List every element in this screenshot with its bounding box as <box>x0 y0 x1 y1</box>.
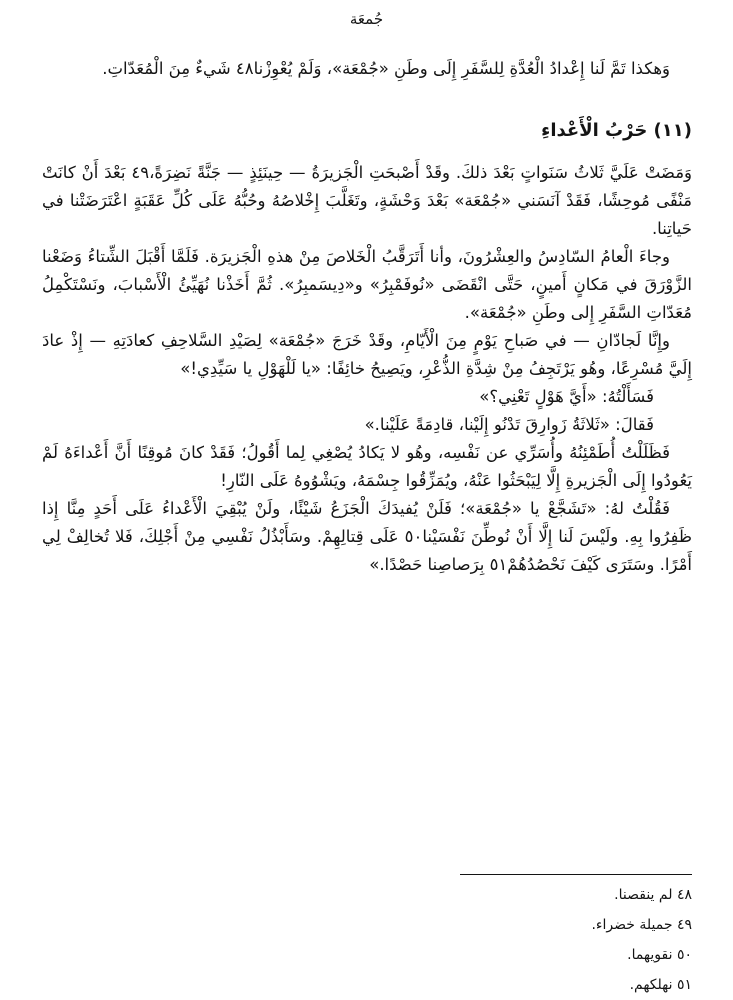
dialogue-line: فَسَأَلْتُهُ: «أَيَّ هَوْلٍ تَعْنِي؟» <box>479 387 654 406</box>
main-text <box>42 55 692 579</box>
paragraph: فَظَلَلْتُ أُطَمْئِنُهُ وأُسَرِّي عن نَفْسِه، وهُو لا يَكادُ يُصْغِي لِما أَقُولُ؛ فَقَدْ كانَ مُوقِنًا أَنَّ أَعْداءَهُ لَمْ يَعُودُوا إِلَى الْجَزيرةِ إِلَّا لِيَبْحَثُوا عَنْهُ، ويُمَزِّقُوا جِسْمَهُ، ويَشْوُوهُ عَلَى النّارِ! <box>42 443 692 490</box>
footnote: ٥١ نهلكهم. <box>629 977 692 993</box>
running-header: جُمعَة <box>349 10 384 28</box>
opening-paragraph: وَهكذا تَمَّ لَنا إِعْدادُ الْعُدَّةِ لِلسَّفَرِ إِلَى وطَنِ «جُمْعَة»، وَلَمْ يُعْوِزْنا٤٨ شَيءٌ مِنَ الْمُعَدّاتِ. <box>102 59 670 78</box>
footnote: ٤٨ لم ينقصنا. <box>614 887 692 903</box>
section-title: (١١) حَرْبُ الْأَعْداءِ <box>541 120 692 141</box>
dialogue-line: فَقالَ: «ثَلاثَةُ زَوارِقَ تَدْنُو إِلَيْنا، قادِمَةً عَلَيْنا.» <box>364 415 654 434</box>
paragraph: وَمَضَتْ عَلَيَّ ثَلاثُ سَنَواتٍ بَعْدَ ذلكَ. وقَدْ أَصْبحَتِ الْجَزيرَةُ — حِينَئِذٍ — جَنَّةً نَضِرَةً،٤٩ بَعْدَ أَنْ كانَتْ مَنْفًى مُوحِشًا، فَقَدْ آنَسَني «جُمْعَة» بَعْدَ وَحْشَةٍ، وتَغَلَّبَ إِخْلاصُهُ وحُبُّهُ عَلَى كُلِّ عَقَبَةٍ اعْتَرَضَتْنا في حَياتِنا. <box>42 163 693 238</box>
paragraph: وإِنَّا لَجادّانِ — في صَباحِ يَوْمٍ مِنَ الْأَيّامِ، وقَدْ خَرَجَ «جُمْعَة» لِصَيْدِ السَّلاحِفِ كعادَتِهِ — إِذْ عادَ إِلَيَّ مُسْرِعًا، وهُو يَرْتَجِفُ مِنْ شِدَّةِ الذُّعْرِ، ويَصِيحُ خائِفًا: «يا لَلْهَوْلِ يا سَيِّدِي!» <box>42 331 692 378</box>
footnote-divider <box>460 874 692 875</box>
paragraph: فَقُلْتُ لهُ: «تَشَجَّعْ يا «جُمْعَة»؛ فَلَنْ يُفيدَكَ الْجَزَعُ شَيْئًا، ولَنْ يُبْقِيَ الْأَعْداءُ عَلَى أَحَدٍ مِنَّا إِذا ظَفِرُوا بِهِ. ولَيْسَ لَنا إِلَّا أَنْ نُوطِّنَ نَفْسَيْنا٥٠ عَلَى قِتالِهِمْ. وسَأَبْذُلُ نَفْسِي مِنْ أَجْلِكَ، فَلا تُخالِفْ لِي أَمْرًا. وسَتَرَى كَيْفَ نَحْصُدُهُمْ٥١ بِرَصاصِنا حَصْدًا.» <box>42 499 692 574</box>
paragraph: وجاءَ الْعامُ السّادِسُ والعِشْرُونَ، وأنا أَتَرَقَّبُ الْخَلاصَ مِنْ هذهِ الْجَزيرَة. فَلَمَّا أَقْبَلَ الشِّتاءُ وَضَعْنا الزَّوْرَقَ في مَكانٍ أَمينٍ، حَتَّى انْقَضَى «نُوفَمْبِرُ» و«دِيسَمبِرُ». ثُمَّ أَخَذْنا نُهَيِّئُ الْأَسْبابَ، ونَسْتَكْمِلُ مُعَدّاتِ السَّفَرِ إِلى وطَنِ «جُمْعَة». <box>42 247 692 322</box>
footnote: ٥٠ نقويهما. <box>627 947 692 963</box>
footnotes <box>400 880 692 1000</box>
footnote: ٤٩ جميلة خضراء. <box>591 917 692 933</box>
